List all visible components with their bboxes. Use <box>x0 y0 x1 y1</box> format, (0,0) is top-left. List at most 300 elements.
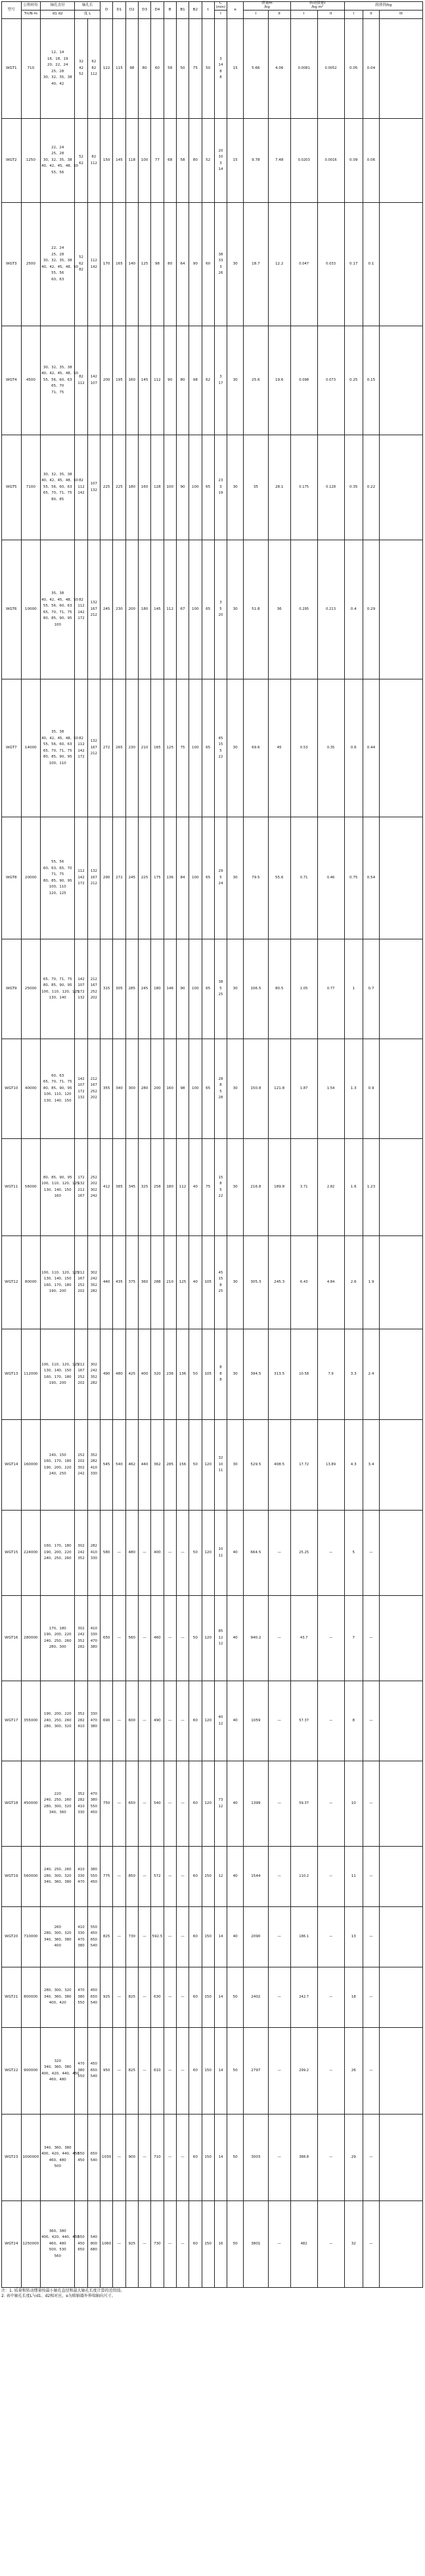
dim-d3-cell: 440 <box>138 1420 150 1511</box>
hub-length-value: 167 <box>78 1369 85 1373</box>
col-model: 型号 <box>2 2 22 19</box>
dim-d1-cell: — <box>113 1681 125 1761</box>
bore-cell-line: 190、200 <box>49 1381 66 1385</box>
grease-i-cell: 26 <box>344 2028 363 2114</box>
hub-length-value: 167 <box>90 607 97 611</box>
hub-length-value: 62 <box>79 161 83 165</box>
hub-length-value: 540 <box>90 2158 97 2162</box>
inertia-ii-cell: 0.35 <box>317 679 344 817</box>
grease-ii-cell: — <box>363 1761 379 1847</box>
hub-length-value: 212 <box>78 1362 85 1367</box>
bore-cell <box>41 1329 79 1420</box>
bore-cell-line: 80、85 <box>51 497 64 502</box>
bore-cell-line: 160、170、180 <box>43 1283 72 1287</box>
mass-i-cell: 1399 <box>244 1761 269 1847</box>
hub-length-value: 470 <box>78 1937 85 1942</box>
mass-ii-cell: 313.5 <box>268 1329 290 1420</box>
dim-b1-cell: 156 <box>176 1420 189 1511</box>
hub-length-b <box>87 1681 100 1761</box>
dim-b-cell: 58 <box>164 19 176 119</box>
dim-d2-cell: 345 <box>125 1139 138 1236</box>
dim-b1-cell: — <box>176 1761 189 1847</box>
dim-b2-cell: 100 <box>189 435 202 540</box>
grease-i-cell: 8 <box>344 1681 363 1761</box>
mass-ii-cell: 121.8 <box>268 1039 290 1139</box>
bore-cell-line: 120、125 <box>49 891 66 895</box>
hub-length-a <box>75 119 87 203</box>
dim-b-cell: — <box>164 1596 176 1681</box>
grease-i-cell: 0.35 <box>344 435 363 540</box>
hub-length-value: 107 <box>78 983 85 987</box>
dim-d2-cell: 230 <box>125 679 138 817</box>
grease-ii-cell: 0.15 <box>363 326 379 435</box>
c-cell <box>214 1761 227 1847</box>
grease-iii-cell <box>379 119 422 203</box>
e-cell: 30 <box>227 1039 244 1139</box>
hub-length-b <box>87 435 100 540</box>
dim-d4-cell: 460 <box>151 1596 164 1681</box>
bore-cell <box>41 1511 75 1596</box>
dim-d-cell: 825 <box>101 1907 113 1967</box>
dim-d4-cell: 320 <box>151 1329 164 1420</box>
hub-length-value: 550 <box>78 2074 85 2079</box>
hub-length-value: 202 <box>78 1381 85 1385</box>
c-cell-line: 25 <box>218 1289 223 1293</box>
dim-b-cell: 136 <box>164 817 176 939</box>
dim-b2-cell: 98 <box>189 326 202 435</box>
hub-length-value: 202 <box>90 1182 97 1186</box>
c-cell-line: 12 <box>218 1635 223 1640</box>
dim-d4-cell: 175 <box>151 817 164 939</box>
hub-length-value: 107 <box>90 381 97 385</box>
bore-cell <box>41 817 75 939</box>
c-cell-line: 5 <box>219 875 222 880</box>
c-cell-line: 3 <box>219 601 222 605</box>
hub-length-b <box>87 119 100 203</box>
hub-length-value: 330 <box>90 1633 97 1637</box>
torque-cell: 1250 <box>21 119 41 203</box>
inertia-ii-cell: — <box>317 1681 344 1761</box>
grease-iii-cell <box>379 326 422 435</box>
hub-length-value: 242 <box>90 1277 97 1281</box>
bore-cell-line: 80、85、90、95 <box>43 983 72 987</box>
bore-cell-line: 340、360 <box>49 1811 66 1814</box>
dim-b2-cell: 50 <box>189 1420 202 1511</box>
inertia-i-cell: 0.53 <box>290 679 317 817</box>
dim-d3-cell: — <box>138 1681 150 1761</box>
hub-length-value: 550 <box>90 1874 97 1878</box>
dim-d2-cell: 730 <box>125 1907 138 1967</box>
hub-length-value: 62 <box>91 60 97 64</box>
dim-d4-cell: 490 <box>151 1681 164 1761</box>
inertia-i-cell: 1.05 <box>290 939 317 1039</box>
bore-cell <box>41 1420 75 1511</box>
bore-cell-line: 25、28 <box>51 152 64 156</box>
inertia-ii-cell: 0.073 <box>317 326 344 435</box>
c-cell-line: 3 <box>219 265 222 269</box>
table-row <box>2 939 423 1039</box>
mass-i-cell: 305.3 <box>244 1236 269 1329</box>
dim-t-cell: 105 <box>202 1236 214 1329</box>
mass-ii-cell: 36 <box>268 540 290 679</box>
hub-length-value: 142 <box>78 491 85 496</box>
hub-length-value: 470 <box>90 1792 97 1796</box>
sub-grease-II: II <box>363 11 379 19</box>
dim-d1-cell: 435 <box>113 1236 125 1329</box>
bore-cell-line: 12、14 <box>51 51 64 54</box>
dim-b2-cell: 100 <box>189 540 202 679</box>
dim-b2-cell: 80 <box>189 119 202 203</box>
dim-d2-cell: 480 <box>125 1511 138 1596</box>
hub-length-value: 172 <box>78 882 85 886</box>
dim-b-cell: 100 <box>164 435 176 540</box>
model-cell: WGT4 <box>2 326 22 435</box>
c-cell-line: 23 <box>218 479 223 483</box>
hub-length-a <box>75 1236 87 1329</box>
hub-length-b <box>87 203 100 326</box>
dim-d1-cell: — <box>113 1967 125 2028</box>
dim-b2-cell: 50 <box>189 1329 202 1420</box>
hub-length-value: 202 <box>78 1289 85 1293</box>
dim-d3-cell: 180 <box>138 540 150 679</box>
col-B: B <box>164 2 176 19</box>
bore-cell-line: 340、360、380 <box>43 1937 72 1942</box>
e-cell: 40 <box>227 1907 244 1967</box>
hub-length-b <box>87 19 100 119</box>
dim-b1-cell: 125 <box>176 1236 189 1329</box>
torque-cell: 160000 <box>21 1420 41 1511</box>
hub-length-a <box>75 540 87 679</box>
hub-length-value: 450 <box>90 1811 97 1814</box>
c-cell-line: 38 <box>218 980 223 985</box>
dim-b1-cell: — <box>176 1967 189 2028</box>
hub-length-value: 212 <box>90 1077 97 1081</box>
grease-iii-cell <box>379 2201 422 2288</box>
dim-d2-cell: 825 <box>125 2028 138 2114</box>
e-cell: 30 <box>227 1329 244 1420</box>
dim-d2-cell: 600 <box>125 1681 138 1761</box>
dim-b-cell: — <box>164 1847 176 1907</box>
bore-cell <box>41 1236 79 1329</box>
dim-d3-cell: — <box>138 1907 150 1967</box>
grease-iii-cell <box>379 203 422 326</box>
hub-length-value: 82 <box>79 375 83 379</box>
dim-b-cell: 180 <box>164 1139 176 1236</box>
dim-d-cell: 272 <box>101 679 113 817</box>
bore-cell <box>41 1967 75 2028</box>
hub-length-value: 132 <box>78 1096 85 1100</box>
grease-iii-cell <box>379 1139 422 1236</box>
hub-length-value: 380 <box>78 1944 85 1948</box>
bore-cell <box>41 2028 79 2114</box>
dim-b1-cell: — <box>176 2114 189 2201</box>
c-cell-line: 38 <box>218 252 223 257</box>
col-D1: D1 <box>113 2 125 19</box>
bore-cell-line: 100、110 <box>49 761 66 765</box>
c-cell-line: 45 <box>218 736 223 741</box>
dim-d-cell: 490 <box>101 1329 113 1420</box>
bore-cell-line: 190、200 <box>49 1289 66 1293</box>
dim-t-cell: 150 <box>202 2201 214 2288</box>
hub-length-value: 242 <box>90 1194 97 1198</box>
mass-ii-cell: — <box>268 1967 290 2028</box>
torque-cell: 80000 <box>21 1236 41 1329</box>
hub-length-value: 302 <box>78 1626 85 1631</box>
hub-length-value: 282 <box>78 1645 85 1649</box>
hub-length-value: 450 <box>78 2158 85 2162</box>
c-cell-line: 12 <box>218 1874 223 1878</box>
hub-length-value: 282 <box>90 1381 97 1385</box>
dim-b2-cell: 100 <box>189 1039 202 1139</box>
bore-cell-line: 560 <box>54 2254 61 2258</box>
bore-cell-line: 40、42 <box>51 81 64 86</box>
dim-t-cell: 120 <box>202 1511 214 1596</box>
model-cell: WGT8 <box>2 817 22 939</box>
e-cell: 30 <box>227 203 244 326</box>
bore-cell-line: 20、22、24 <box>47 63 68 67</box>
bore-cell-line: 55、56、60、63 <box>43 484 72 489</box>
dim-t-cell: 65 <box>202 679 214 817</box>
bore-cell-line: 400、420、440、450 <box>41 2235 79 2240</box>
inertia-ii-cell: 4.84 <box>317 1236 344 1329</box>
c-cell-line: 8 <box>219 1182 222 1186</box>
dim-d3-cell: 400 <box>138 1329 150 1420</box>
grease-ii-cell: 0.04 <box>363 19 379 119</box>
sub-grease-I: I <box>344 11 363 19</box>
e-cell: 30 <box>227 435 244 540</box>
grease-i-cell: 32 <box>344 2201 363 2288</box>
mass-ii-cell: — <box>268 2114 290 2201</box>
hub-length-value: 330 <box>90 1556 97 1561</box>
c-cell <box>214 2028 227 2114</box>
hub-length-value: 330 <box>78 1811 85 1814</box>
inertia-i-cell: 6.43 <box>290 1236 317 1329</box>
dim-d1-cell: — <box>113 1847 125 1907</box>
hub-length-a <box>75 1847 87 1907</box>
c-cell-line: 29 <box>218 869 223 874</box>
c-cell <box>214 435 227 540</box>
hub-length-value: 112 <box>78 604 85 608</box>
col-B2: B2 <box>189 2 202 19</box>
model-cell: WGT17 <box>2 1681 22 1761</box>
c-cell-line: 45 <box>218 1270 223 1275</box>
bore-cell-line: 60、63 <box>51 277 64 282</box>
dim-d-cell: 750 <box>101 1761 113 1847</box>
grease-i-cell: 0.4 <box>344 540 363 679</box>
hub-length-value: 172 <box>78 755 85 759</box>
dim-d3-cell: — <box>138 1967 150 2028</box>
bore-cell-line: 190、200、220 <box>43 1712 72 1717</box>
hub-length-a <box>75 1329 87 1420</box>
grease-iii-cell <box>379 540 422 679</box>
mass-i-cell: 216.8 <box>244 1139 269 1236</box>
hub-length-value: 302 <box>90 1362 97 1367</box>
dim-b1-cell: 90 <box>176 939 189 1039</box>
grease-i-cell: 0.6 <box>344 679 363 817</box>
bore-cell-line: 55、56 <box>51 860 64 864</box>
bore-cell <box>41 1761 75 1847</box>
hub-length-value: 282 <box>90 1544 97 1549</box>
bore-cell <box>41 2201 79 2288</box>
dim-d1-cell: 145 <box>113 119 125 203</box>
mass-i-cell: 529.5 <box>244 1420 269 1511</box>
bore-cell-line: 55、56 <box>51 170 64 175</box>
hub-length-a <box>75 19 87 119</box>
hub-length-value: 540 <box>90 2235 97 2240</box>
bore-cell-line: 170、180 <box>49 1626 66 1631</box>
inertia-i-cell: 0.047 <box>290 203 317 326</box>
mass-ii-cell: 55.6 <box>268 817 290 939</box>
hub-length-value: 410 <box>78 1804 85 1809</box>
hub-length-value: 302 <box>78 1465 85 1470</box>
hub-length-b <box>87 679 100 817</box>
grease-ii-cell: 0.1 <box>363 203 379 326</box>
c-cell-line: 5 <box>219 607 222 611</box>
dim-t-cell: 150 <box>202 1967 214 2028</box>
c-cell-line: 22 <box>218 755 223 759</box>
c-cell-line: 3 <box>219 484 222 489</box>
dim-b1-cell: 136 <box>176 1329 189 1420</box>
hub-length-value: 212 <box>78 1270 85 1275</box>
grease-iii-cell <box>379 1039 422 1139</box>
mass-ii-cell: 80.5 <box>268 939 290 1039</box>
c-cell-line: 5 <box>219 986 222 991</box>
grease-ii-cell: 3.4 <box>363 1420 379 1511</box>
dim-d4-cell: 112 <box>151 326 164 435</box>
dim-b1-cell: — <box>176 1596 189 1681</box>
hub-length-b <box>87 540 100 679</box>
bore-cell-line: 280、300、320 <box>43 1725 72 1729</box>
hub-length-b <box>87 1511 100 1596</box>
mass-i-cell: 106.5 <box>244 939 269 1039</box>
dim-b1-cell: 84 <box>176 817 189 939</box>
hub-length-a <box>75 203 87 326</box>
hub-length-value: 282 <box>78 1718 85 1723</box>
table-header <box>2 2 423 19</box>
inertia-i-cell: 59.37 <box>290 1761 317 1847</box>
hub-length-value: 450 <box>78 2241 85 2246</box>
c-cell-line: 3 <box>219 56 222 61</box>
c-cell-line: 22 <box>218 1194 223 1198</box>
e-cell: 50 <box>227 1967 244 2028</box>
dim-b-cell: — <box>164 1681 176 1761</box>
table-row <box>2 817 423 939</box>
dim-d1-cell: — <box>113 2028 125 2114</box>
dim-b-cell: 210 <box>164 1236 176 1329</box>
dim-b2-cell: 40 <box>189 1139 202 1236</box>
mass-ii-cell: — <box>268 1847 290 1907</box>
mass-i-cell: 5.66 <box>244 19 269 119</box>
bore-cell <box>41 679 78 817</box>
dim-b-cell: — <box>164 1761 176 1847</box>
dim-d2-cell: 925 <box>125 2201 138 2288</box>
grease-i-cell: 7 <box>344 1596 363 1681</box>
inertia-i-cell: 57.37 <box>290 1681 317 1761</box>
dim-d4-cell: 98 <box>151 203 164 326</box>
sub-inertia-II: II <box>317 11 344 19</box>
inertia-i-cell: 25.25 <box>290 1511 317 1596</box>
c-cell <box>214 939 227 1039</box>
dim-d4-cell: 128 <box>151 435 164 540</box>
bore-cell-line: 240、250、260 <box>43 1798 72 1802</box>
hub-length-value: 112 <box>90 161 97 165</box>
bore-cell-line: 100 <box>54 622 61 627</box>
mass-i-cell: 69.6 <box>244 679 269 817</box>
hub-length-value: 470 <box>90 1718 97 1723</box>
bore-cell-line: 80、85、90、95 <box>43 878 72 883</box>
hub-length-value: 650 <box>90 1937 97 1942</box>
hub-length-a <box>75 326 87 435</box>
bore-cell-line: 500 <box>54 2164 61 2168</box>
torque-cell: 355000 <box>21 1681 41 1761</box>
dim-d-cell: 245 <box>101 540 113 679</box>
dim-d4-cell: 630 <box>151 1967 164 2028</box>
dim-b2-cell: 100 <box>189 939 202 1039</box>
inertia-ii-cell: — <box>317 1761 344 1847</box>
dim-d-cell: 1060 <box>101 2201 113 2288</box>
mass-i-cell: 18.7 <box>244 203 269 326</box>
hub-length-value: 252 <box>78 1453 85 1457</box>
col-bore: 轴孔直径 <box>41 2 75 11</box>
model-cell: WGT9 <box>2 939 22 1039</box>
c-cell-line: 32 <box>218 1456 223 1461</box>
e-cell: 40 <box>227 1761 244 1847</box>
dim-d3-cell: — <box>138 2028 150 2114</box>
mass-ii-cell: 12.2 <box>268 203 290 326</box>
inertia-i-cell: 242.7 <box>290 1967 317 2028</box>
hub-length-value: 302 <box>90 1270 97 1275</box>
model-cell: WGT1 <box>2 19 22 119</box>
hub-length-b <box>87 1329 100 1420</box>
hub-length-value: 410 <box>90 1626 97 1631</box>
dim-d3-cell: 325 <box>138 1139 150 1236</box>
dim-d2-cell: 560 <box>125 1596 138 1681</box>
hub-length-value: 32 <box>79 60 83 64</box>
dim-t-cell: 120 <box>202 1596 214 1681</box>
model-cell: WGT14 <box>2 1420 22 1511</box>
table-row <box>2 1761 423 1847</box>
table-row <box>2 1847 423 1907</box>
mass-i-cell: 1544 <box>244 1847 269 1907</box>
grease-i-cell: 0.05 <box>344 19 363 119</box>
dim-b1-cell: — <box>176 1681 189 1761</box>
hub-length-value: 242 <box>78 1633 85 1637</box>
hub-length-value: 540 <box>90 2074 97 2079</box>
table-body <box>2 19 423 2288</box>
torque-cell: 224000 <box>21 1511 41 1596</box>
hub-length-value: 167 <box>90 1083 97 1087</box>
inertia-ii-cell: — <box>317 1596 344 1681</box>
hub-length-value: 550 <box>78 2235 85 2240</box>
grease-ii-cell: — <box>363 1596 379 1681</box>
dim-d2-cell: 375 <box>125 1236 138 1329</box>
mass-i-cell: 51.8 <box>244 540 269 679</box>
dim-d2-cell: 118 <box>125 119 138 203</box>
dim-d-cell: 440 <box>101 1236 113 1329</box>
hub-length-value: 650 <box>90 1994 97 1999</box>
dim-d1-cell: 480 <box>113 1329 125 1420</box>
dim-b1-cell: — <box>176 2028 189 2114</box>
dim-d-cell: 950 <box>101 2028 113 2114</box>
mass-ii-cell: — <box>268 1907 290 1967</box>
grease-i-cell: 4.3 <box>344 1420 363 1511</box>
table-row <box>2 435 423 540</box>
hub-length-value: 352 <box>90 1453 97 1457</box>
bore-cell-line: 55、56、60、63 <box>43 742 72 746</box>
hub-length-value: 142 <box>78 748 85 753</box>
hub-length-value: 550 <box>78 2152 85 2156</box>
dim-d-cell: 355 <box>101 1039 113 1139</box>
